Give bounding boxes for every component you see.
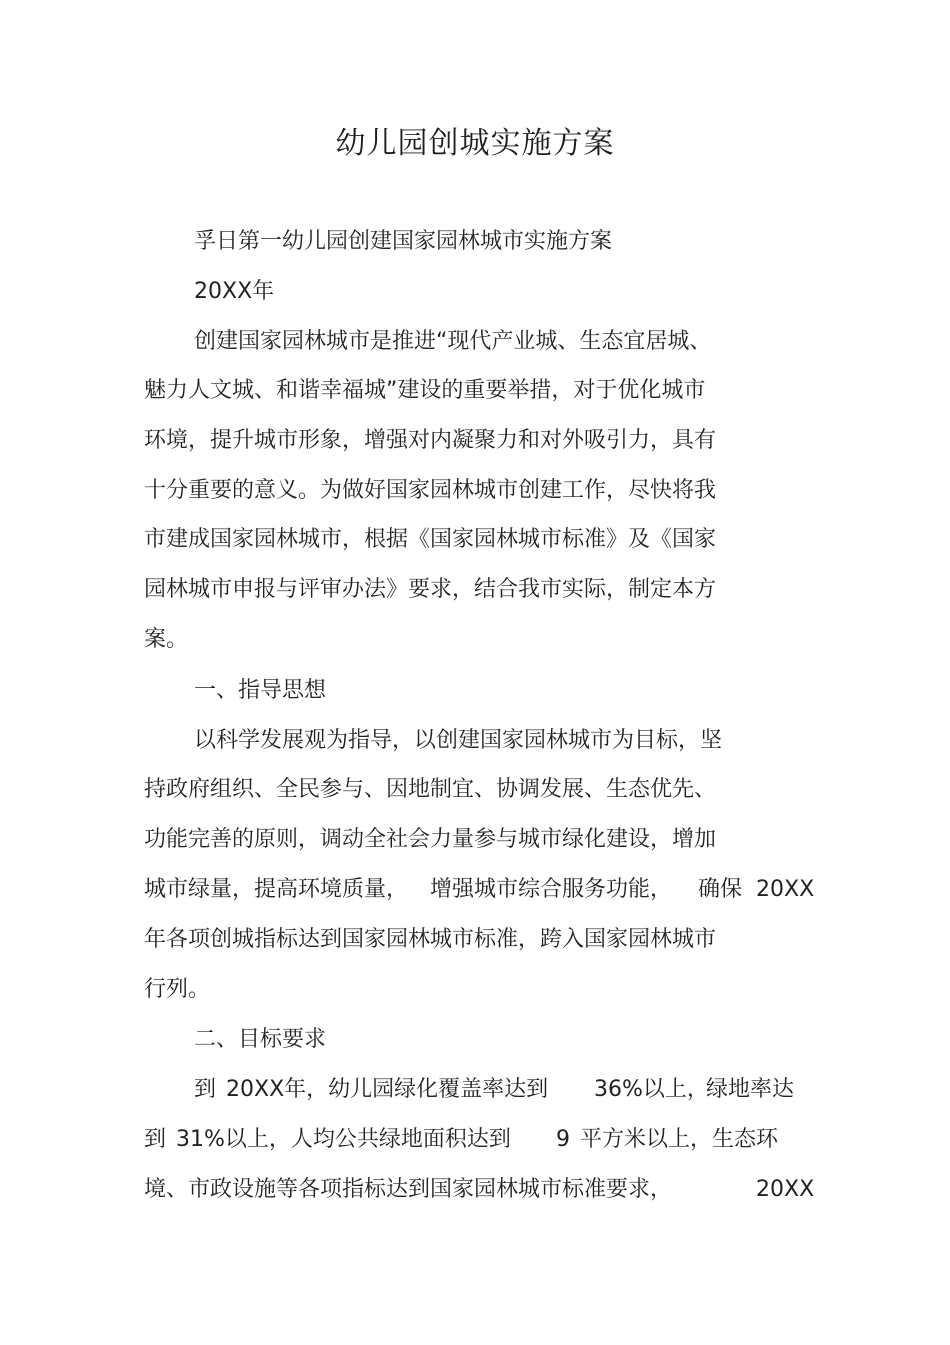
text-segment: 36%以上， [594, 1077, 709, 1102]
text-segment: 平方米以上，生态环 [580, 1127, 779, 1152]
section-heading: 二、目标要求 [194, 1027, 327, 1052]
paragraph-line [144, 1125, 804, 1155]
paragraph-line: 创建国家园林城市是推进“现代产业城、生态宜居城、 [194, 329, 712, 354]
paragraph-line: 园林城市申报与评审办法》要求，结合我市实际，制定本方 [144, 577, 717, 602]
paragraph-line: 行列。 [144, 977, 211, 1002]
text-segment: 到 [144, 1127, 167, 1152]
paragraph-line: 魅力人文城、和谐幸福城”建设的重要举措，对于优化城市 [144, 378, 706, 403]
paragraph-line [144, 875, 824, 905]
text-segment: 绿地率达 [706, 1077, 795, 1102]
text-segment: 到 [194, 1077, 217, 1102]
text-segment: 20XX年，幼儿园绿化覆盖率达到 [226, 1077, 549, 1102]
text-segment: 9 [556, 1127, 570, 1152]
paragraph-line: 环境，提升城市形象，增强对内凝聚力和对外吸引力，具有 [144, 428, 717, 453]
text-segment: 增强城市综合服务功能， [430, 877, 673, 902]
paragraph-line: 年各项创城指标达到国家园林城市标准，跨入国家园林城市 [144, 927, 717, 952]
document-subtitle: 孚日第一幼儿园创建国家园林城市实施方案 [194, 229, 613, 254]
section-heading: 一、指导思想 [194, 678, 327, 703]
paragraph-line: 案。 [144, 627, 189, 652]
paragraph-line: 持政府组织、全民参与、因地制宜、协调发展、生态优先、 [144, 777, 717, 802]
paragraph-line: 十分重要的意义。为做好国家园林城市创建工作，尽快将我 [144, 478, 717, 503]
paragraph-line: 市建成国家园林城市，根据《国家园林城市标准》及《国家 [144, 527, 717, 552]
text-segment: 31%以上，人均公共绿地面积达到 [176, 1127, 511, 1152]
text-segment: 境、市政设施等各项指标达到国家园林城市标准要求， [144, 1177, 673, 1202]
text-segment: 20XX [756, 877, 815, 902]
paragraph-line: 以科学发展观为指导，以创建国家园林城市为目标，坚 [194, 728, 723, 753]
paragraph-line: 功能完善的原则，调动全社会力量参与城市绿化建设，增加 [144, 827, 717, 852]
text-segment: 确保 [698, 877, 743, 902]
paragraph-line [144, 1175, 824, 1205]
document-year: 20XX年 [194, 279, 275, 304]
text-segment: 城市绿量，提高环境质量， [144, 877, 409, 902]
paragraph-line [194, 1075, 814, 1105]
text-segment: 20XX [756, 1177, 815, 1202]
document-title: 幼儿园创城实施方案 [335, 126, 615, 161]
